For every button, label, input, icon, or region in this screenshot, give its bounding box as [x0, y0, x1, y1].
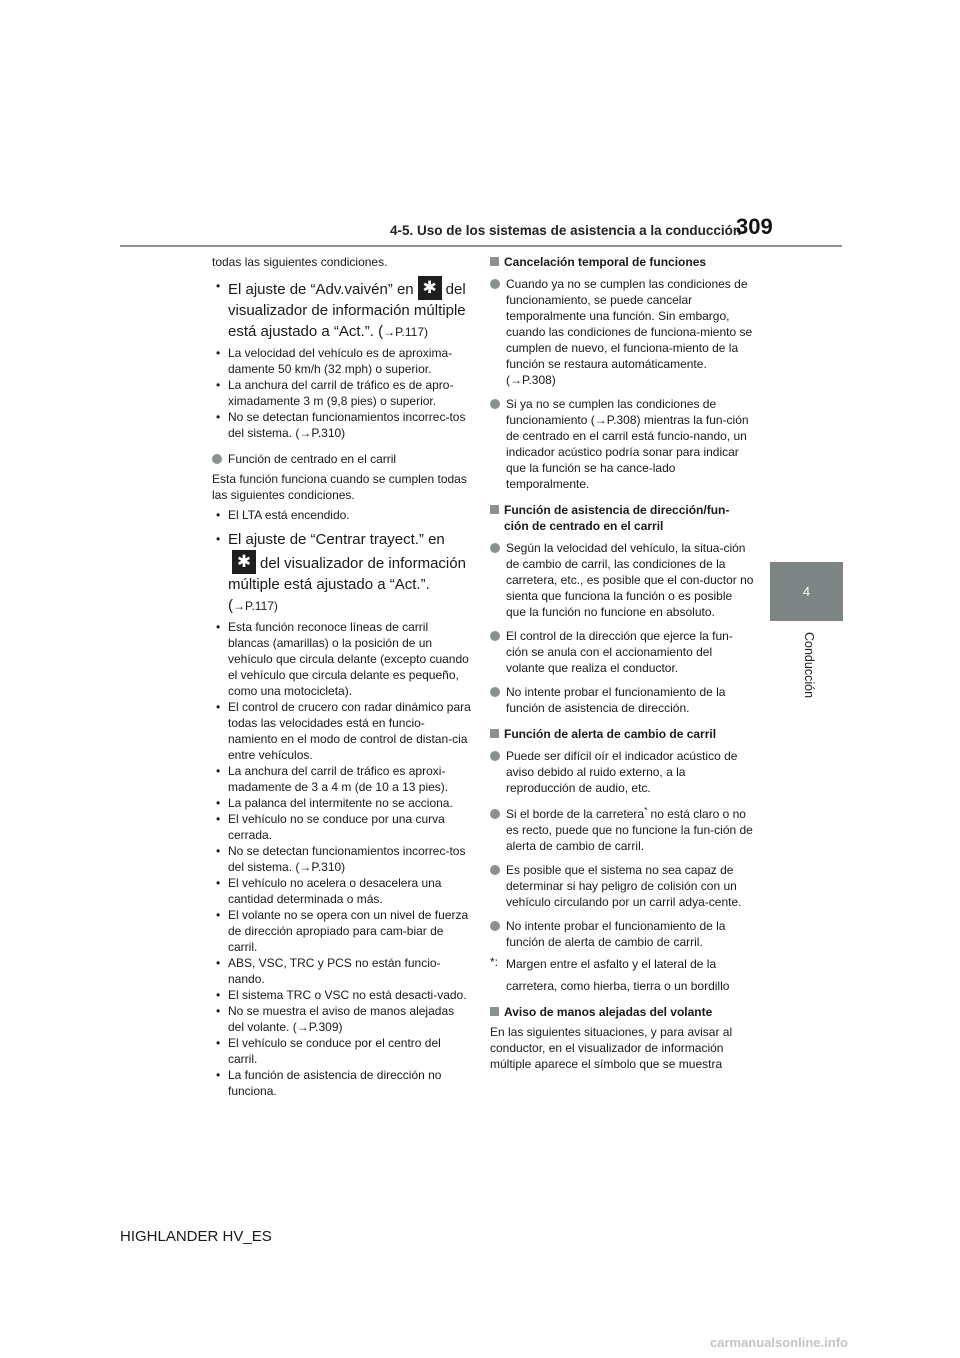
list-item: Cuando ya no se cumplen las condiciones de funcionamiento, se puede cancelar temporalmente una función. Sin embargo, cuando las condiciones de funciona-miento se cumplen de nuevo, el funciona-miento de la función se restaura automáticamente. (→P.308): [490, 276, 754, 388]
section-heading-steering-assist: Función de asistencia de dirección/fun-ción de centrado en el carril: [490, 502, 754, 534]
centering-heading: Función de centrado en el carril: [212, 451, 472, 467]
section-heading-lane-departure: Función de alerta de cambio de carril: [490, 726, 754, 742]
condition-item: • ABS, VSC, TRC y PCS no están funcio-nando.: [212, 955, 472, 987]
condition-text: El ajuste de “Adv.vaivén” en: [228, 281, 414, 298]
footer-model: HIGHLANDER HV_ES: [120, 1228, 272, 1245]
footnote-mark: *:: [490, 955, 499, 969]
condition-item: • La anchura del carril de tráfico es de apro-ximadamente 3 m (9,8 pies) o superior.: [212, 377, 472, 409]
condition-item: • El volante no se opera con un nivel de fuerza de dirección apropiado para cam-biar de carril.: [212, 907, 472, 955]
condition-item: • El sistema TRC o VSC no está desacti-vado.: [212, 987, 472, 1003]
list-item: [490, 806, 754, 854]
condition-item: • El vehículo no se conduce por una curva cerrada.: [212, 811, 472, 843]
condition-item: • No se muestra el aviso de manos alejadas del volante. (→P.309): [212, 1003, 472, 1035]
footnote-continued: carretera, como hierba, tierra o un bordillo: [506, 979, 730, 993]
watermark: carmanualsonline.info: [710, 1335, 848, 1350]
gear-icon: [232, 550, 256, 574]
hands-off-text: En las siguientes situaciones, y para avisar al conductor, en el visualizador de información múltiple aparece el símbolo que se muestra: [490, 1025, 733, 1071]
list-item-text: no está claro o no es recto, puede que no funcione la fun-ción de alerta de cambio de carril.: [506, 807, 753, 853]
page-number: 309: [736, 214, 773, 239]
header-rule: [120, 245, 842, 247]
intro-text: todas las siguientes condiciones.: [212, 255, 388, 269]
condition-item: • La función de asistencia de dirección no funciona.: [212, 1067, 472, 1099]
chapter-number: 4: [802, 584, 811, 599]
list-item: Según la velocidad del vehículo, la situa-ción de cambio de carril, las condiciones de la carretera, etc., es posible que el con-ductor no sienta que funciona la función o es posible que la función no funcione en absoluto.: [490, 540, 754, 620]
list-item: Puede ser difícil oír el indicador acústico de aviso debido al ruido externo, a la reproducción de audio, etc.: [490, 748, 754, 796]
left-column: [212, 254, 472, 1099]
condition-item: • El control de crucero con radar dinámico para todas las velocidades está en funcio-namiento en el modo de control de distan-cia entre vehículos.: [212, 699, 472, 763]
page-reference: →P.117): [233, 599, 278, 613]
condition-text: del visualizador de información múltiple está ajustado a “Act.”. (: [228, 555, 466, 614]
page-reference: →P.117): [383, 325, 428, 339]
list-item: El control de la dirección que ejerce la fun-ción se anula con el accionamiento del volante que realiza el conductor.: [490, 628, 754, 676]
section-heading-cancelation: Cancelación temporal de funciones: [490, 254, 754, 270]
chapter-tab: [770, 562, 843, 621]
condition-text: del visualizador de información múltiple está ajustado a “Act.”. (: [228, 281, 466, 340]
list-item: No intente probar el funcionamiento de la función de asistencia de dirección.: [490, 684, 754, 716]
condition-item: • La anchura del carril de tráfico es aproxi-madamente de 3 a 4 m (de 10 a 13 pies).: [212, 763, 472, 795]
condition-item: • La palanca del intermitente no se acciona.: [212, 795, 472, 811]
condition-item: • No se detectan funcionamientos incorrec-tos del sistema. (→P.310): [212, 843, 472, 875]
condition-item: • El vehículo no acelera o desacelera una cantidad determinada o más.: [212, 875, 472, 907]
condition-item: • El LTA está encendido.: [212, 507, 472, 523]
list-item: No intente probar el funcionamiento de la función de alerta de cambio de carril.: [490, 918, 754, 950]
section-heading-hands-off: Aviso de manos alejadas del volante: [490, 1004, 754, 1020]
list-item: Es posible que el sistema no sea capaz de determinar si hay peligro de colisión con un vehículo circulando por un carril adya-cente.: [490, 862, 754, 910]
condition-item: • El vehículo se conduce por el centro del carril.: [212, 1035, 472, 1067]
section-title: 4-5. Uso de los sistemas de asistencia a la conducción: [390, 223, 742, 238]
footnote-text: Margen entre el asfalto y el lateral de la: [506, 957, 717, 971]
condition-text: El ajuste de “Centrar trayect.” en: [228, 531, 445, 548]
condition-item: • No se detectan funcionamientos incorrec-tos del sistema. (→P.310): [212, 409, 472, 441]
list-item-text: Si el borde de la carretera: [506, 807, 645, 821]
list-item: Si ya no se cumplen las condiciones de funcionamiento (→P.308) mientras la fun-ción de centrado en el carril está funcio-nando, un indicador acústico podría sonar para indicar que la función se ha cance-lado temporalmente.: [490, 396, 754, 492]
footnote: [490, 956, 754, 972]
condition-sway-setting: [212, 276, 472, 343]
chapter-label: Conducción: [802, 632, 816, 699]
footnote-marker: *: [644, 806, 648, 815]
centering-intro: Esta función funciona cuando se cumplen todas las siguientes condiciones.: [212, 472, 467, 502]
condition-item: • Esta función reconoce líneas de carril blancas (amarillas) o la posición de un vehículo que circula delante (excepto cuando el vehículo que circula delante es pequeño, como una motocicleta).: [212, 619, 472, 699]
condition-item: • La velocidad del vehículo es de aproxima-damente 50 km/h (32 mph) o superior.: [212, 345, 472, 377]
right-column: [490, 254, 754, 1076]
condition-centering-setting: [212, 529, 472, 617]
gear-icon: [418, 276, 442, 300]
